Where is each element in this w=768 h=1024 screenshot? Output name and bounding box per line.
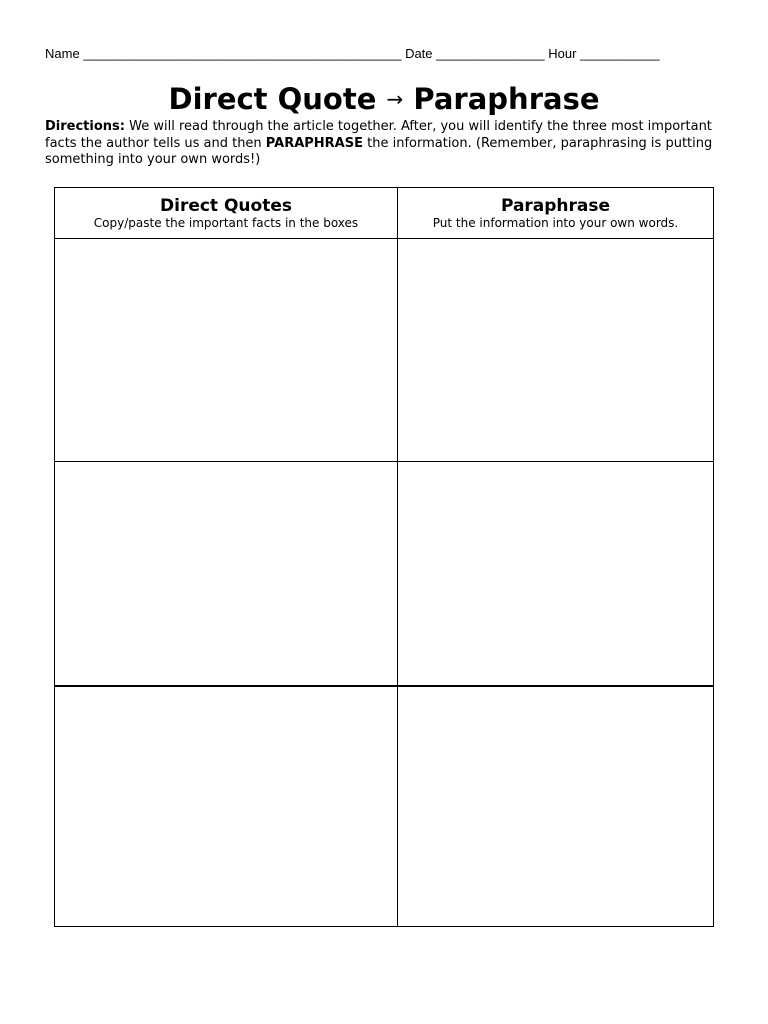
directions-label: Directions: xyxy=(45,119,125,134)
column-header-paraphrase xyxy=(398,196,713,230)
hour-label: Hour xyxy=(548,46,577,61)
header-fields xyxy=(45,46,725,61)
title-left: Direct Quote xyxy=(168,82,377,116)
paraphrase-cell-3[interactable] xyxy=(398,687,713,925)
right-arrow-icon: → xyxy=(386,87,404,111)
directions-emphasis: PARAPHRASE xyxy=(265,135,363,151)
column-header-direct-quotes xyxy=(55,196,397,230)
date-blank[interactable]: _______________ xyxy=(436,46,545,61)
name-blank[interactable]: ____________________________________________ xyxy=(83,46,402,61)
column-heading: Direct Quotes xyxy=(160,196,292,216)
paraphrase-cell-1[interactable] xyxy=(398,239,713,461)
quote-paraphrase-table xyxy=(54,187,714,927)
page-title xyxy=(0,80,768,121)
quote-cell-1[interactable] xyxy=(55,239,397,461)
date-label: Date xyxy=(405,46,433,61)
quote-cell-3[interactable] xyxy=(55,687,397,925)
directions-text-1: We will read through the article together. After, you will identify the three most important facts the author tells us and then xyxy=(45,119,712,151)
paraphrase-cell-2[interactable] xyxy=(398,462,713,685)
column-subheading: Copy/paste the important facts in the boxes xyxy=(93,216,359,230)
directions-paragraph xyxy=(45,119,725,169)
directions-text-2: the information. (Remember, paraphrasing is putting something into your own words!) xyxy=(45,135,713,167)
title-right: Paraphrase xyxy=(413,82,600,116)
name-label: Name xyxy=(45,46,80,61)
column-subheading: Put the information into your own words. xyxy=(432,216,679,230)
quote-cell-2[interactable] xyxy=(55,462,397,685)
hour-blank[interactable]: ___________ xyxy=(580,46,660,61)
column-heading: Paraphrase xyxy=(500,196,611,216)
